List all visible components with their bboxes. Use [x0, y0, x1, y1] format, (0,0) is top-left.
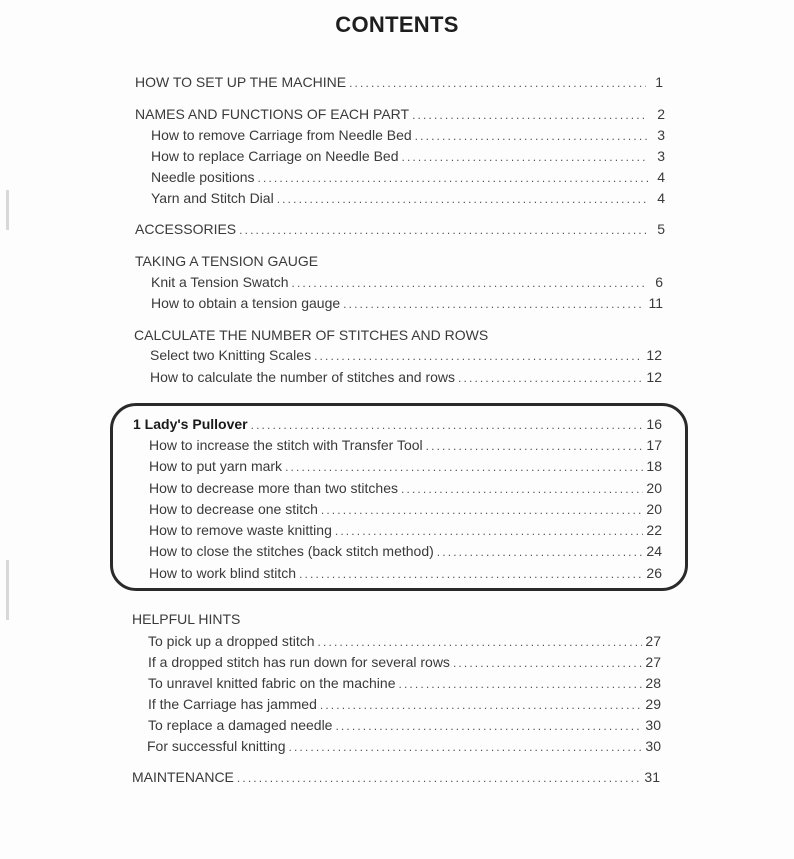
toc-entry-page: 12: [646, 347, 662, 363]
dot-leader: [401, 480, 643, 498]
toc-entry-label: How to decrease more than two stitches: [149, 480, 399, 496]
toc-entry-label: For successful knitting: [147, 738, 286, 754]
dot-leader: [426, 437, 644, 455]
toc-entry[interactable]: [151, 294, 663, 312]
toc-entry-page: 20: [646, 501, 662, 517]
toc-entry[interactable]: [151, 147, 665, 165]
toc-entry-page: 2: [657, 106, 665, 122]
toc-entry-label: To unravel knitted fabric on the machine: [148, 675, 396, 691]
toc-entry-page: 29: [645, 696, 661, 712]
toc-entry-page: 17: [646, 437, 662, 453]
toc-entry-label: Yarn and Stitch Dial: [151, 190, 274, 206]
dot-leader: [398, 675, 642, 693]
dot-leader: [335, 522, 644, 540]
toc-entry[interactable]: [148, 695, 661, 713]
dot-leader: [289, 738, 643, 756]
toc-entry-label: How to remove Carriage from Needle Bed: [151, 127, 412, 143]
dot-leader: [343, 295, 645, 313]
dot-leader: [320, 696, 643, 714]
toc-entry[interactable]: [149, 500, 662, 518]
toc-entry[interactable]: [135, 220, 665, 238]
toc-entry-page: 30: [645, 717, 661, 733]
toc-entry-label: How to increase the stitch with Transfer Tool: [149, 437, 423, 453]
toc-entry-label: HOW TO SET UP THE MACHINE: [135, 74, 347, 90]
toc-entry[interactable]: [149, 479, 662, 497]
toc-entry-page: 4: [657, 190, 665, 206]
toc-entry-label: Needle positions: [151, 169, 255, 185]
page-title: CONTENTS: [335, 12, 459, 37]
toc-entry[interactable]: [151, 126, 665, 144]
toc-entry-page: 24: [646, 543, 662, 559]
dot-leader: [437, 543, 644, 561]
toc-entry-page: 18: [646, 458, 662, 474]
dot-leader: [251, 416, 644, 434]
dot-leader: [349, 74, 646, 92]
toc-entry-page: 26: [646, 565, 662, 581]
toc-entry[interactable]: [148, 653, 661, 671]
toc-entry[interactable]: [150, 368, 662, 386]
toc-entry-page: 1: [655, 74, 663, 90]
section-heading: HELPFUL HINTS: [132, 611, 241, 627]
toc-entry-page: 6: [655, 274, 663, 290]
dot-leader: [314, 347, 643, 365]
toc-entry-page: 27: [645, 633, 661, 649]
toc-entry-label: MAINTENANCE: [132, 769, 234, 785]
toc-entry-label: If the Carriage has jammed: [148, 696, 317, 712]
dot-leader: [321, 501, 644, 519]
toc-entry-label: To pick up a dropped stitch: [148, 633, 315, 649]
toc-entry-page: 3: [657, 148, 665, 164]
toc-entry-label: ACCESSORIES: [135, 221, 237, 237]
toc-entry-page: 30: [645, 738, 661, 754]
toc-entry-page: 3: [657, 127, 665, 143]
dot-leader: [292, 274, 647, 292]
toc-entry-label: If a dropped stitch has run down for several rows: [148, 654, 450, 670]
toc-entry[interactable]: [150, 346, 662, 364]
toc-entry[interactable]: [148, 632, 661, 650]
dot-leader: [237, 769, 642, 787]
toc-entry[interactable]: [149, 436, 662, 454]
toc-entry-page: 28: [645, 675, 661, 691]
dot-leader: [239, 221, 648, 239]
toc-entry[interactable]: [149, 564, 662, 582]
toc-entry-label: Select two Knitting Scales: [150, 347, 312, 363]
toc-entry-page: 16: [646, 416, 662, 432]
dot-leader: [412, 106, 648, 124]
toc-entry[interactable]: [133, 415, 662, 433]
section-heading: TAKING A TENSION GAUGE: [135, 253, 319, 269]
dot-leader: [415, 127, 648, 145]
toc-entry-label: How to put yarn mark: [149, 458, 283, 474]
toc-entry[interactable]: [135, 105, 665, 123]
toc-entry-label: To replace a damaged needle: [148, 717, 333, 733]
toc-entry[interactable]: [148, 674, 661, 692]
dot-leader: [318, 633, 643, 651]
dot-leader: [277, 190, 648, 208]
toc-entry-label: How to obtain a tension gauge: [151, 295, 341, 311]
dot-leader: [258, 169, 648, 187]
toc-entry[interactable]: [151, 189, 665, 207]
toc-entry-label: 1 Lady's Pullover: [133, 416, 248, 432]
dot-leader: [453, 654, 642, 672]
toc-entry[interactable]: [132, 768, 660, 786]
toc-entry-page: 20: [646, 480, 662, 496]
section-heading: CALCULATE THE NUMBER OF STITCHES AND ROWS: [134, 327, 489, 343]
toc-entry-label: NAMES AND FUNCTIONS OF EACH PART: [135, 106, 410, 122]
toc-entry-label: How to decrease one stitch: [149, 501, 318, 517]
toc-entry-page: 4: [657, 169, 665, 185]
toc-entry-page: 22: [646, 522, 662, 538]
toc-entry[interactable]: [147, 737, 661, 755]
toc-entry-label: How to remove waste knitting: [149, 522, 332, 538]
toc-entry[interactable]: [151, 273, 663, 291]
toc-entry-label: Knit a Tension Swatch: [151, 274, 289, 290]
toc-entry[interactable]: [151, 168, 665, 186]
toc-entry[interactable]: [148, 716, 661, 734]
toc-entry-label: How to close the stitches (back stitch method): [149, 543, 434, 559]
toc-entry-page: 27: [645, 654, 661, 670]
toc-entry[interactable]: [149, 457, 662, 475]
dot-leader: [299, 565, 643, 583]
toc-entry[interactable]: [149, 521, 662, 539]
toc-entry-page: 11: [648, 295, 663, 311]
toc-entry-label: How to work blind stitch: [149, 565, 297, 581]
dot-leader: [401, 148, 648, 166]
toc-entry-label: How to calculate the number of stitches and rows: [150, 369, 456, 385]
toc-entry-page: 5: [657, 221, 665, 237]
toc-entry-label: How to replace Carriage on Needle Bed: [151, 148, 399, 164]
toc-entry[interactable]: [149, 542, 662, 560]
toc-entry[interactable]: [135, 73, 663, 91]
dot-leader: [335, 717, 642, 735]
toc-entry-page: 31: [644, 769, 660, 785]
dot-leader: [285, 458, 643, 476]
dot-leader: [458, 369, 643, 387]
toc-entry-page: 12: [646, 369, 662, 385]
